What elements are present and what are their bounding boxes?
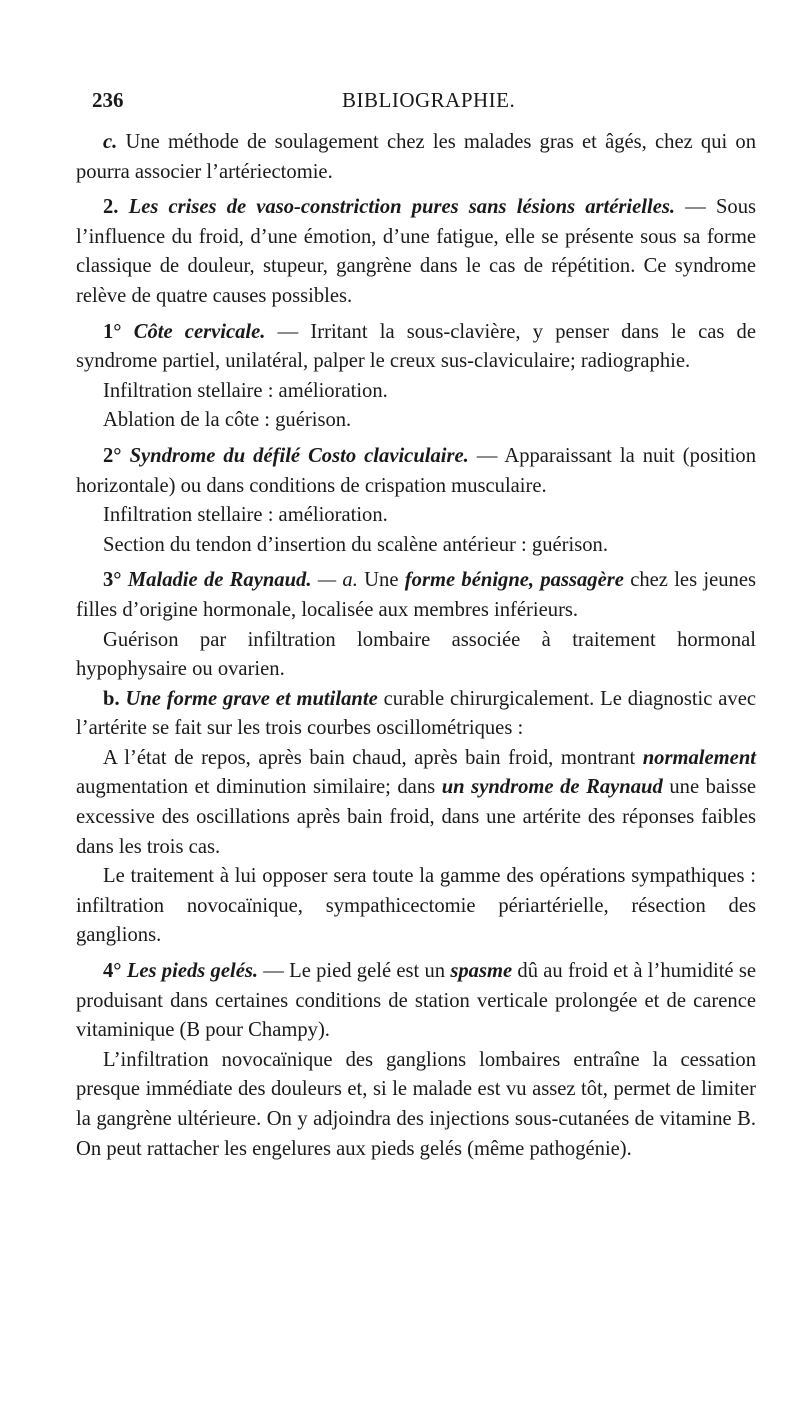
treatment-line: Section du tendon d’insertion du scalène antérieur : guérison. (103, 533, 608, 556)
cause-title: Maladie de Raynaud. (127, 569, 312, 592)
emphasis: normalement (642, 746, 756, 769)
paragraph-c: c. Une méthode de soulagement chez les malades gras et âgés, chez qui on pourra associer l’artériectomie. (76, 131, 756, 183)
emphasis: Une forme grave et mutilante (119, 687, 378, 710)
cause-3-raynaud: 3° Maladie de Raynaud. — a. Une forme bénigne, passagère chez les jeunes filles d’origine hormonale, localisée aux membres inférieurs. (76, 569, 756, 621)
treatment-line: Guérison par infiltration lombaire associée à traitement hormonal hypophysaire ou ovarien. (76, 628, 756, 681)
treatment-line: Infiltration stellaire : amélioration. (103, 504, 388, 527)
item-label: b. (103, 687, 120, 710)
running-header (92, 88, 760, 122)
oscillometry-paragraph: A l’état de repos, après bain chaud, après bain froid, montrant normalement augmentation et diminution similaire; dans un syndrome de Raynaud une baisse excessive des oscillations après bain froid, dans une artérite des réponses faibles dans les trois cas. (76, 746, 756, 858)
running-title: BIBLIOGRAPHIE. (342, 88, 516, 112)
item-label: c. (103, 131, 118, 153)
cause-title: Syndrome du défilé Costo claviculaire. (129, 444, 469, 467)
cause-title: Les pieds gelés. (126, 960, 258, 983)
cause-2-defile: 2° Syndrome du défilé Costo claviculaire. — Apparaissant la nuit (position horizontale) ou dans conditions de crispation musculaire. (76, 444, 757, 497)
cause-number: 3° (103, 569, 122, 592)
treatment-paragraph: Le traitement à lui opposer sera toute la gamme des opérations sympathiques : infiltration novocaïnique, sympathicectomie périartérielle, résection des ganglions. (76, 865, 756, 947)
emphasis: forme bénigne, passagère (404, 569, 624, 592)
cause-number: 2° (103, 444, 122, 467)
emphasis: un syndrome de Raynaud (441, 776, 663, 799)
cause-number: 1° (103, 320, 122, 343)
page-number: 236 (92, 88, 124, 112)
treatment-line: Infiltration stellaire : amélioration. (103, 379, 388, 402)
cause-1-cote-cervicale: 1° Côte cervicale. — Irritant la sous-clavière, y penser dans le cas de syndrome partiel, unilatéral, palper le creux sus-claviculaire; radiographie. (76, 320, 756, 373)
section-number: 2. (103, 196, 119, 219)
treatment-paragraph: L’infiltration novocaïnique des ganglions lombaires entraîne la cessation presque immédiate des douleurs et, si le malade est vu assez tôt, permet de limiter la gangrène ultérieure. On y adjoindra des injections sous-cutanées de vitamine B. On peut rattacher les engelures aux pieds gelés (même pathogénie). (76, 1048, 756, 1160)
cause-title: Côte cervicale. (133, 320, 266, 343)
treatment-line: Ablation de la côte : guérison. (103, 409, 352, 432)
page-body (76, 128, 756, 1164)
cause-number: 4° (103, 960, 122, 983)
paragraph-b: b. Une forme grave et mutilante curable chirurgicalement. Le diagnostic avec l’artérite se fait sur les trois courbes oscillométriques : (76, 687, 756, 740)
emphasis: spasme (450, 960, 513, 983)
section-title: Les crises de vaso-constriction pures sans lésions artérielles. (128, 196, 676, 219)
section-2-vasoconstriction: 2. Les crises de vaso-constriction pures sans lésions artérielles. — Sous l’influence du froid, d’une émotion, d’une fatigue, elle se présente sous sa forme classique de douleur, stupeur, gangrène dans le cas de répétition. Ce syndrome relève de quatre causes possibles. (76, 196, 757, 307)
cause-4-pieds-geles: 4° Les pieds gelés. — Le pied gelé est un spasme dû au froid et à l’humidité se produisant dans certaines conditions de station verticale prolongée et de carence vitaminique (B pour Champy). (76, 960, 756, 1042)
